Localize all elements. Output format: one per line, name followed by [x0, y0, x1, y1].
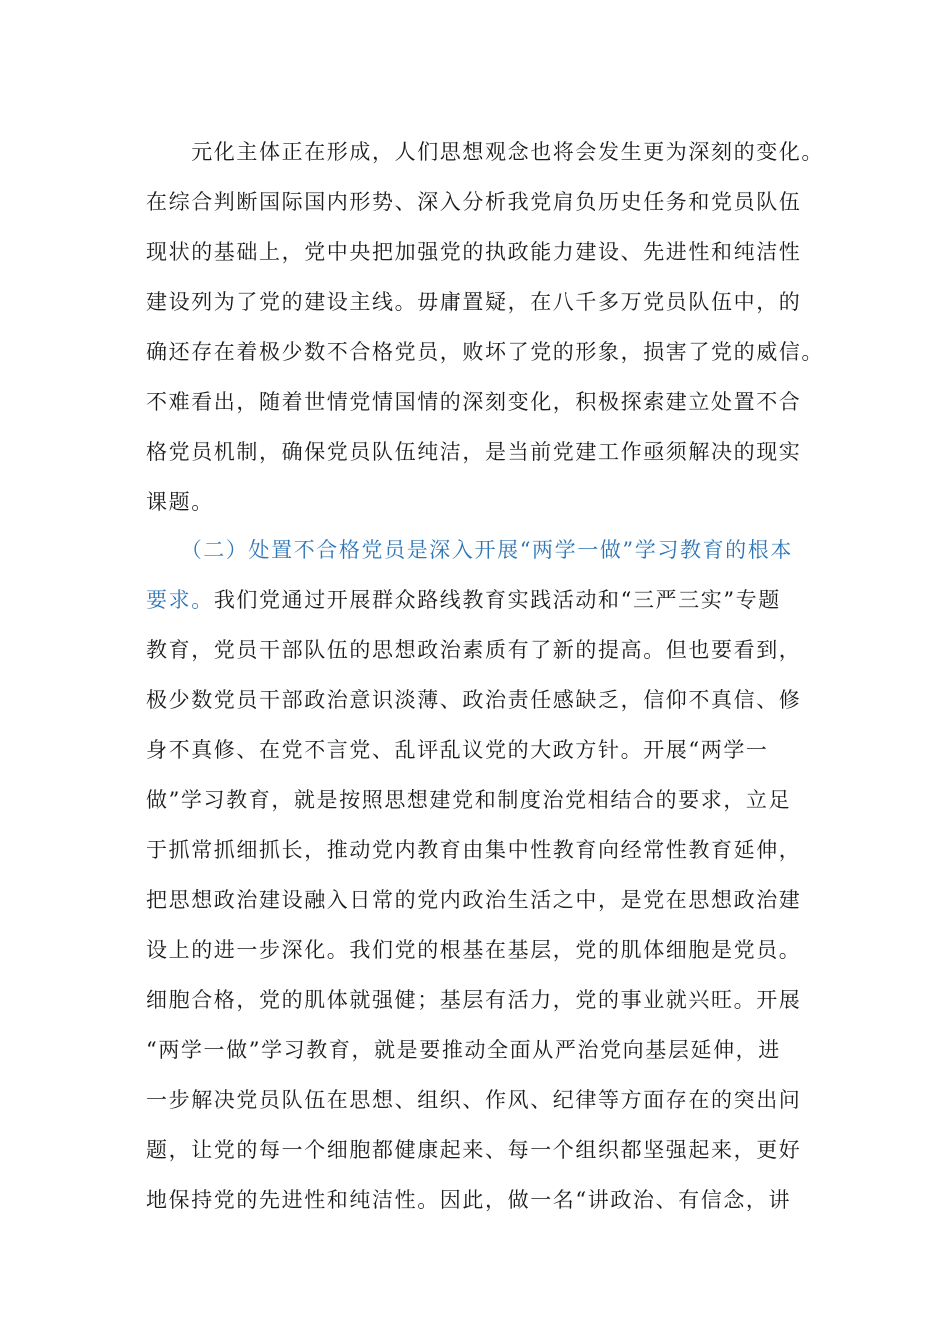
- text-line: 于抓常抓细抓长，推动党内教育由集中性教育向经常性教育延伸，: [146, 838, 802, 862]
- text-line: 把思想政治建设融入日常的党内政治生活之中，是党在思想政治建: [146, 888, 802, 912]
- text-line: 教育，党员干部队伍的思想政治素质有了新的提高。但也要看到，: [146, 638, 802, 662]
- section-heading: （二）处置不合格党员是深入开展“两学一做”学习教育的根本: [146, 538, 793, 562]
- text-line: 做”学习教育，就是按照思想建党和制度治党相结合的要求，立足: [146, 788, 792, 812]
- text-line: 课题。: [146, 490, 214, 514]
- text-line: 一步解决党员队伍在思想、组织、作风、纪律等方面存在的突出问: [146, 1088, 802, 1112]
- text-line: 身不真修、在党不言党、乱评乱议党的大政方针。开展“两学一: [146, 738, 769, 762]
- text-line: 建设列为了党的建设主线。毋庸置疑，在八千多万党员队伍中，的: [146, 290, 802, 314]
- text-line: 地保持党的先进性和纯洁性。因此，做一名“讲政治、有信念，讲: [146, 1188, 792, 1212]
- text-line: 题，让党的每一个细胞都健康起来、每一个组织都坚强起来，更好: [146, 1138, 802, 1162]
- text-line: [146, 575, 796, 625]
- text-line: 现状的基础上，党中央把加强党的执政能力建设、先进性和纯洁性: [146, 240, 802, 264]
- text-line-rest: 我们党通过开展群众路线教育实践活动和“三严三实”专题: [213, 588, 781, 612]
- text-line: 在综合判断国际国内形势、深入分析我党肩负历史任务和党员队伍: [146, 190, 802, 214]
- text-line: 设上的进一步深化。我们党的根基在基层，党的肌体细胞是党员。: [146, 938, 802, 962]
- text-line: 确还存在着极少数不合格党员，败坏了党的形象，损害了党的威信。: [146, 340, 824, 364]
- section-heading-end: 要求。: [146, 588, 214, 612]
- text-line: “两学一做”学习教育，就是要推动全面从严治党向基层延伸，进: [146, 1038, 781, 1062]
- text-line: 不难看出，随着世情党情国情的深刻变化，积极探索建立处置不合: [146, 390, 802, 414]
- text-line: 元化主体正在形成，人们思想观念也将会发生更为深刻的变化。: [146, 140, 824, 164]
- text-line: 细胞合格，党的肌体就强健；基层有活力，党的事业就兴旺。开展: [146, 988, 802, 1012]
- text-line: 极少数党员干部政治意识淡薄、政治责任感缺乏，信仰不真信、修: [146, 688, 802, 712]
- text-line: 格党员机制，确保党员队伍纯洁，是当前党建工作亟须解决的现实: [146, 440, 802, 464]
